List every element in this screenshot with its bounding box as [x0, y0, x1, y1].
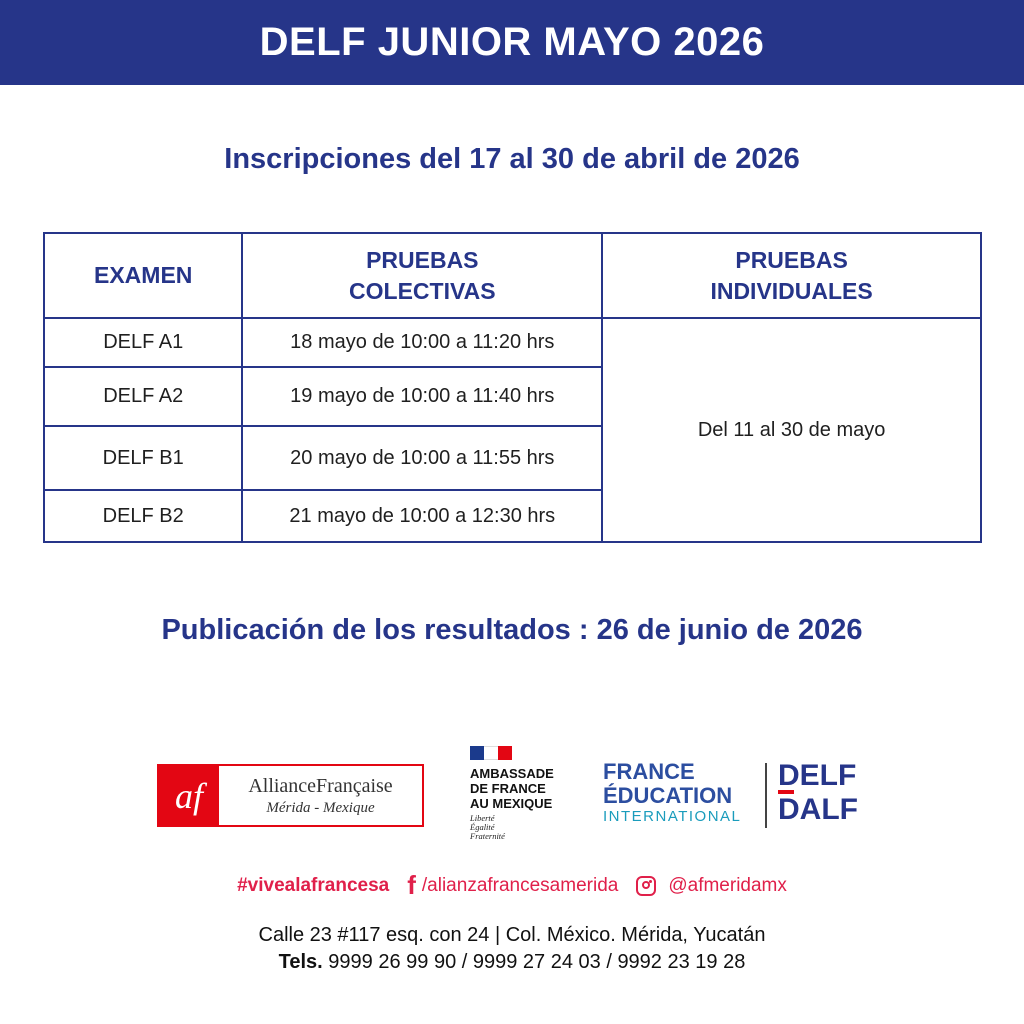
collective-cell: 21 mayo de 10:00 a 12:30 hrs: [242, 490, 602, 542]
embassy-line1: AMBASSADE: [470, 766, 554, 781]
fei-line2: ÉDUCATION: [603, 783, 733, 808]
french-flag-icon: [470, 746, 512, 760]
embassy-line3: AU MEXIQUE: [470, 796, 553, 811]
af-name: AllianceFrançaise: [248, 774, 393, 797]
hashtag: #vivealafrancesa: [237, 874, 390, 896]
tel-label: Tels.: [278, 951, 323, 973]
instagram-link[interactable]: [636, 875, 787, 897]
individual-cell: Del 11 al 30 de mayo: [602, 318, 981, 542]
motto-liberte: Liberté: [470, 813, 495, 823]
exam-cell: DELF A2: [44, 367, 242, 426]
registration-dates: Inscripciones del 17 al 30 de abril de 2026: [224, 143, 800, 175]
instagram-handle: @afmeridamx: [668, 874, 787, 896]
delf-text: DELF: [778, 759, 857, 792]
exam-cell: DELF B1: [44, 426, 242, 490]
delf-dalf-logo: [778, 760, 878, 832]
dalf-text: DALF: [778, 793, 858, 826]
header-collective-line2: COLECTIVAS: [349, 277, 496, 304]
af-mark: af: [159, 766, 219, 825]
exam-schedule-table: [43, 232, 982, 543]
exam-cell: DELF A1: [44, 318, 242, 367]
embassy-logo: [470, 746, 580, 846]
logo-divider: [765, 763, 767, 828]
facebook-link[interactable]: [407, 870, 618, 901]
header-exam: EXAMEN: [44, 233, 242, 318]
exam-cell: DELF B2: [44, 490, 242, 542]
instagram-icon: [636, 876, 656, 896]
phones-line: [0, 949, 1024, 976]
address-line: Calle 23 #117 esq. con 24 | Col. México. Mérida, Yucatán: [258, 924, 766, 946]
collective-cell: 19 mayo de 10:00 a 11:40 hrs: [242, 367, 602, 426]
header-individual-line1: PRUEBAS: [735, 246, 848, 273]
facebook-icon: f: [407, 870, 416, 900]
contact-info: [0, 922, 1024, 976]
motto-fraternite: Fraternité: [470, 831, 505, 841]
header-individual-line2: INDIVIDUALES: [710, 277, 873, 304]
facebook-handle: /alianzafrancesamerida: [421, 874, 619, 896]
collective-cell: 18 mayo de 10:00 a 11:20 hrs: [242, 318, 602, 367]
header-collective-line1: PRUEBAS: [366, 246, 479, 273]
header-banner: [0, 0, 1024, 85]
af-text: [219, 766, 422, 825]
embassy-name: [470, 766, 580, 811]
header-individual: [602, 233, 981, 318]
fei-line1: FRANCE: [603, 759, 695, 784]
fei-line3: INTERNATIONAL: [603, 808, 742, 825]
page-title: DELF JUNIOR MAYO 2026: [259, 20, 765, 64]
phone-numbers: 9999 26 99 90 / 9999 27 24 03 / 9992 23 19 28: [328, 951, 746, 973]
table-row: [44, 318, 981, 367]
france-education-international-logo: [603, 760, 758, 830]
motto-egalite: Égalité: [470, 822, 495, 832]
results-date: Publicación de los resultados : 26 de junio de 2026: [161, 614, 863, 646]
collective-cell: 20 mayo de 10:00 a 11:55 hrs: [242, 426, 602, 490]
alliance-francaise-logo: [157, 764, 424, 827]
af-city: Mérida - Mexique: [266, 799, 375, 816]
header-collective: [242, 233, 602, 318]
embassy-motto: [470, 814, 580, 841]
table-header-row: [44, 233, 981, 318]
embassy-line2: DE FRANCE: [470, 781, 546, 796]
social-links: [0, 870, 1024, 901]
